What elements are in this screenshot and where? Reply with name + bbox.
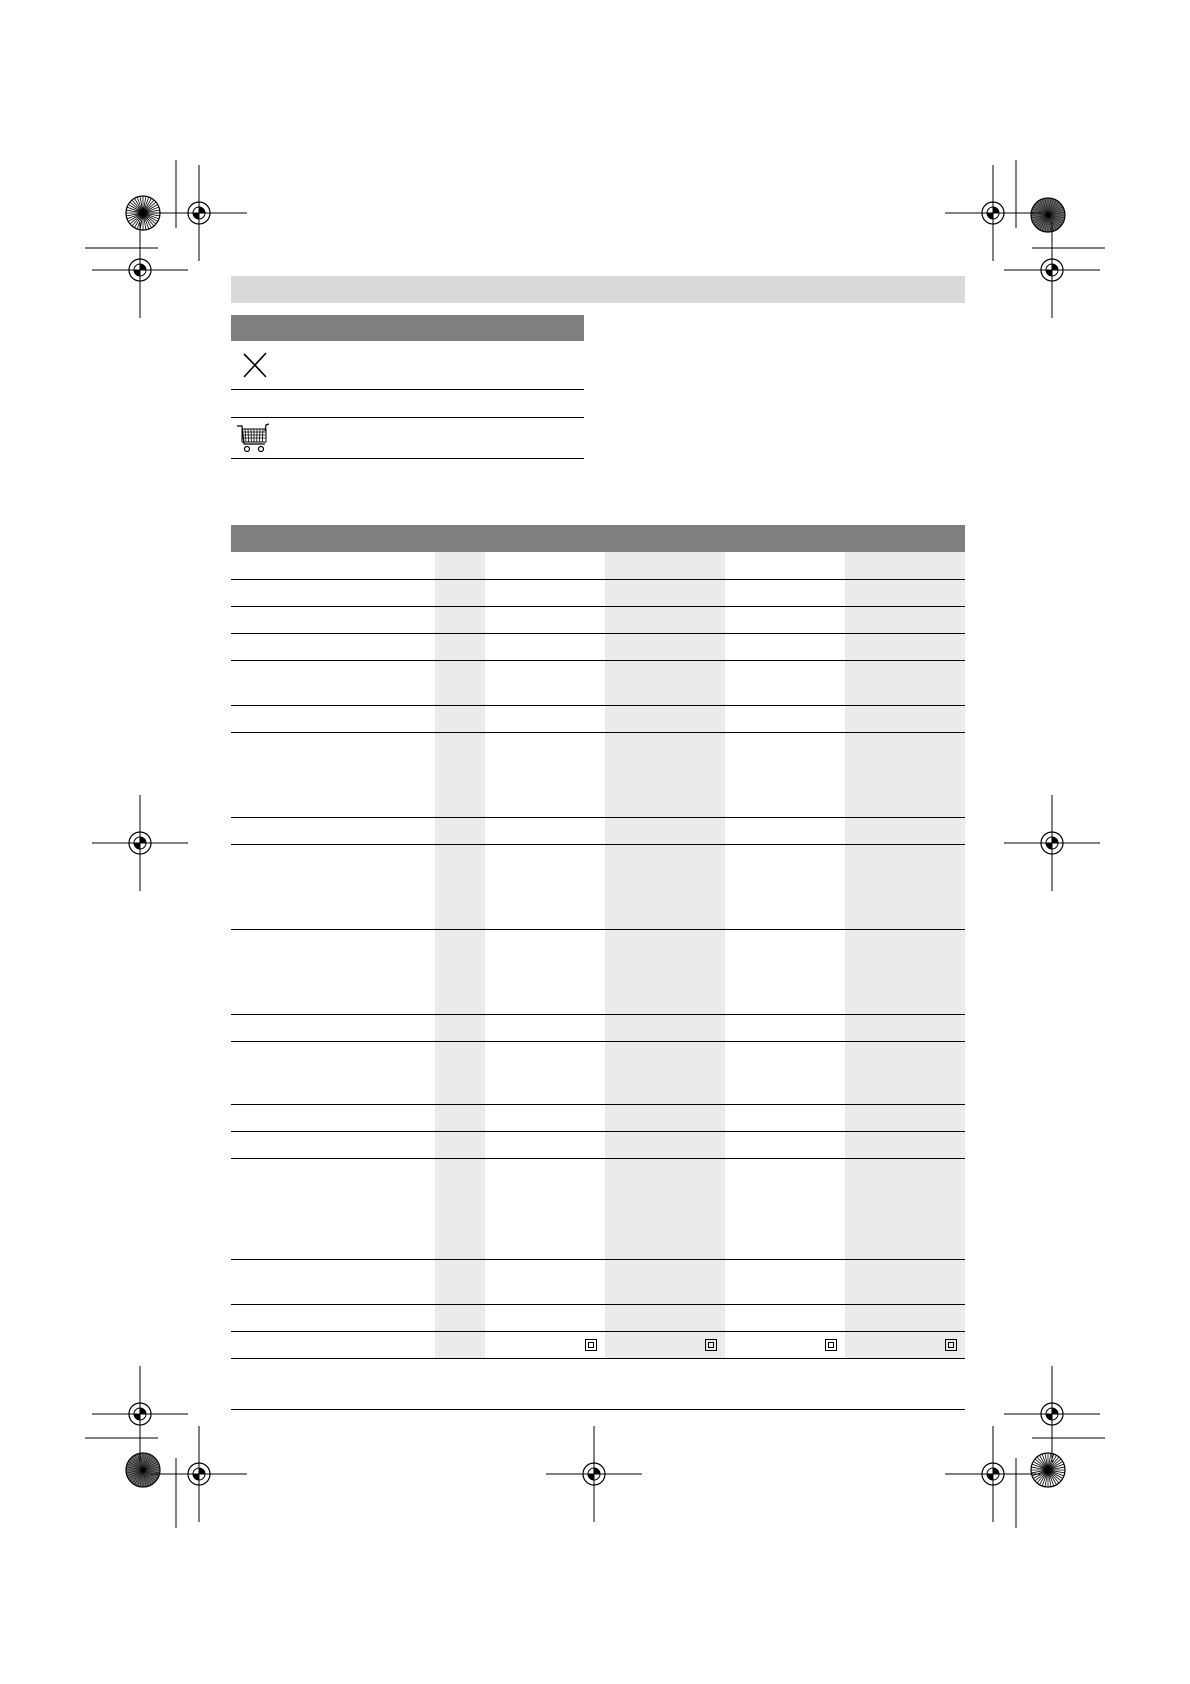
- color-starburst-icon: [126, 1453, 160, 1487]
- crosshair-target-icon: [92, 1366, 188, 1462]
- color-starburst-icon: [1031, 198, 1065, 232]
- crosshair-target-icon: [1004, 795, 1100, 891]
- crosshair-target-icon: [945, 165, 1041, 261]
- crosshair-target-icon: [1004, 1366, 1100, 1462]
- crosshair-target-icon: [546, 1426, 642, 1522]
- crosshair-target-icon: [92, 222, 188, 318]
- color-starburst-icon: [1031, 1453, 1065, 1487]
- crosshair-target-icon: [945, 1426, 1041, 1522]
- crosshair-target-icon: [151, 1426, 247, 1522]
- crosshair-target-icon: [1004, 222, 1100, 318]
- crosshair-target-icon: [151, 165, 247, 261]
- crosshair-target-icon: [92, 795, 188, 891]
